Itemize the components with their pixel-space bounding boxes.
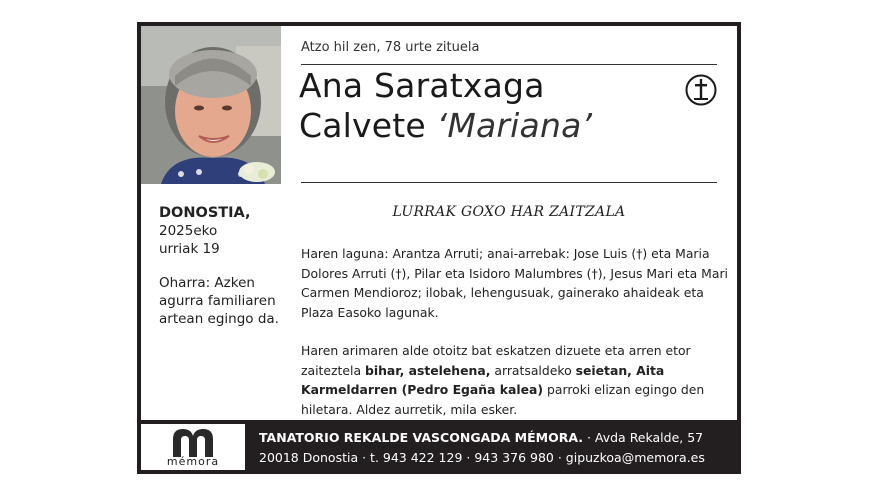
farewell-motto: LURRAK GOXO HAR ZAITZALA xyxy=(392,204,626,220)
obituary-body xyxy=(141,26,737,420)
memora-logo-mark xyxy=(163,427,223,457)
date-day: urriak 19 xyxy=(159,241,220,257)
divider-top xyxy=(301,64,717,65)
surname: Calvete xyxy=(299,106,426,145)
funeral-text-a: Haren arimaren alde otoitz bat eskatzen dizuete eta arren etor zaiteztela xyxy=(301,343,691,378)
nickname: ‘Mariana’ xyxy=(436,106,593,145)
death-line: Atzo hil zen, 78 urte zituela xyxy=(301,40,480,55)
funeral-home-line xyxy=(259,428,705,448)
funeral-home-address: · Avda Rekalde, 57 xyxy=(582,430,704,445)
city-label: DONOSTIA, xyxy=(159,205,251,221)
funeral-home-info xyxy=(259,428,705,468)
funeral-day: bihar, astelehena, xyxy=(364,362,491,378)
divider-middle xyxy=(301,182,717,183)
cross-in-circle-icon xyxy=(685,74,717,106)
funeral-paragraph xyxy=(301,341,731,419)
funeral-text-e: parroki elizan egingo den hiletara. Aldez aurretik, mila esker. xyxy=(301,382,705,417)
deceased-name-line2 xyxy=(299,106,592,146)
family-paragraph: Haren laguna: Arantza Arruti; anai-arrebak: Jose Luis (†) eta Maria Dolores Arruti (†), Pilar eta Isidoro Malumbres (†), Jesus Mari eta Mari Carmen Mendioroz; ilobak, lehengusuak, gainerako ahaideak eta Plaza Easoko lagunak. xyxy=(301,246,728,320)
funeral-place: seietan, Aita Karmeldarren (Pedro Egaña kalea) xyxy=(301,362,665,397)
memora-logo-text: mémora xyxy=(166,454,220,468)
date-column xyxy=(159,204,279,328)
ceremony-note: Oharra: Azken agurra familiaren artean egingo da. xyxy=(159,275,279,327)
date-year: 2025eko xyxy=(159,223,218,239)
obituary-card xyxy=(137,22,741,474)
funeral-home-contact: 20018 Donostia · t. 943 422 129 · 943 376 980 · gipuzkoa@memora.es xyxy=(259,450,705,465)
deceased-name-line1: Ana Saratxaga xyxy=(299,66,545,105)
portrait-photo xyxy=(141,26,281,184)
funeral-text-c: arratsaldeko xyxy=(490,362,576,378)
funeral-home-name: TANATORIO REKALDE VASCONGADA MÉMORA. xyxy=(259,430,583,445)
memora-logo xyxy=(141,424,245,470)
